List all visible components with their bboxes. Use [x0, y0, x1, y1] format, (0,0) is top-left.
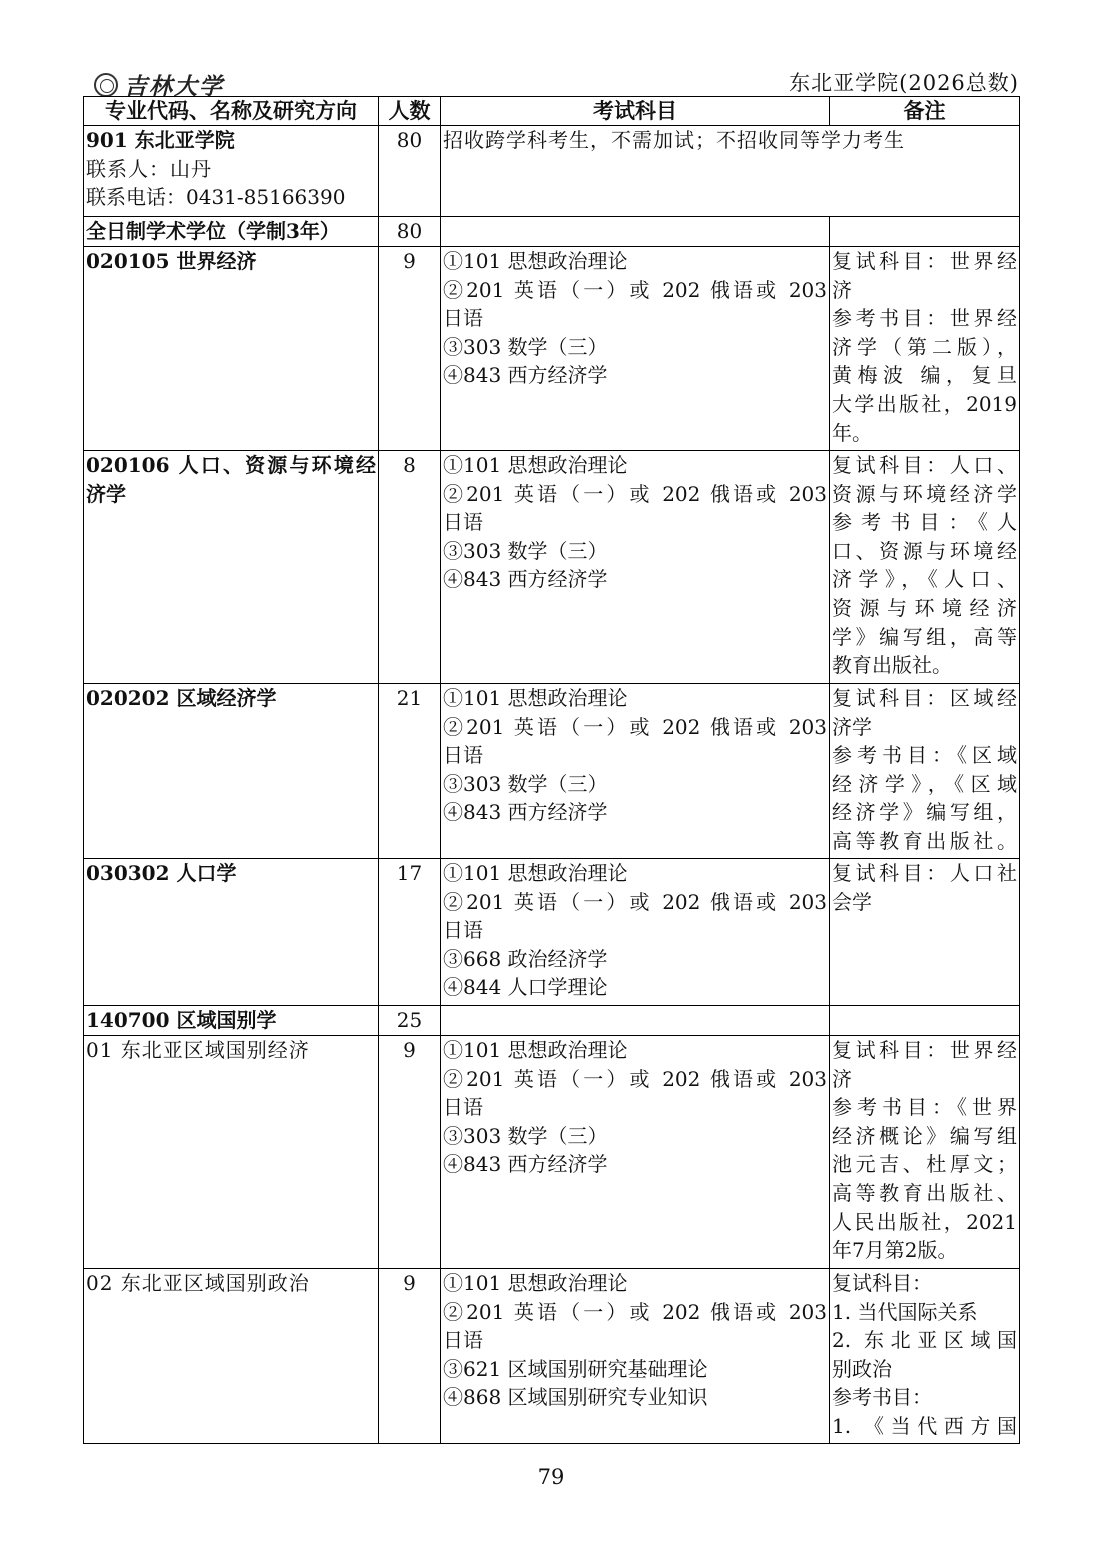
exam-item: ④844 人口学理论 — [443, 975, 608, 1000]
college-name: 901 东北亚学院 — [86, 128, 235, 152]
direction-count: 9 — [379, 1036, 441, 1269]
note-line: 年7月第2版。 — [832, 1238, 958, 1263]
exam-item: 日语 — [443, 1095, 483, 1120]
header-count: 人数 — [379, 97, 441, 126]
major-count: 17 — [379, 859, 441, 1006]
note-line: 参考书目：《人 — [832, 510, 1017, 535]
exam-item: ③303 数学（三） — [443, 1123, 608, 1148]
major-name: 020105 世界经济 — [86, 249, 257, 273]
direction-count: 9 — [379, 1269, 441, 1444]
major-count: 8 — [379, 451, 441, 684]
major-cell — [84, 684, 379, 859]
note-line: 高等教育出版社、 — [832, 1180, 1017, 1205]
exam-item: 日语 — [443, 918, 483, 943]
note-line: 复试科目：区域经 — [832, 686, 1017, 710]
header-major: 专业代码、名称及研究方向 — [84, 97, 379, 126]
discipline-count: 25 — [379, 1006, 441, 1036]
exam-item: ③303 数学（三） — [443, 538, 608, 563]
college-phone: 联系电话：0431-85166390 — [86, 185, 346, 210]
exam-item: ③668 政治经济学 — [443, 946, 608, 971]
note-line: 济 — [832, 1066, 852, 1091]
major-name: 030302 人口学 — [86, 861, 237, 885]
exam-item: ④843 西方经济学 — [443, 800, 608, 825]
exam-cell — [441, 684, 830, 859]
direction-cell — [84, 1269, 379, 1444]
exam-item: ④843 西方经济学 — [443, 567, 608, 592]
exam-cell — [441, 1036, 830, 1269]
note-line: 口、资源与环境经 — [832, 538, 1017, 563]
note-line: 参考书目：《世界 — [832, 1095, 1017, 1120]
exam-item: 日语 — [443, 510, 483, 535]
exam-item: ②201 英语（一）或 202 俄语或 203 — [443, 1299, 827, 1324]
note-line: 黄梅波 编，复旦 — [832, 363, 1017, 388]
exam-item: 日语 — [443, 1328, 483, 1353]
note-line: 复试科目：世界经 — [832, 1038, 1017, 1062]
empty-cell — [441, 217, 830, 247]
exam-item: ②201 英语（一）或 202 俄语或 203 — [443, 481, 827, 506]
note-line: 学》编写组，高等 — [832, 624, 1017, 649]
exam-item: ①101 思想政治理论 — [443, 686, 628, 710]
table-row — [84, 859, 1020, 1006]
exam-item: ①101 思想政治理论 — [443, 861, 628, 885]
college-row — [84, 126, 1020, 217]
exam-item: ③621 区域国别研究基础理论 — [443, 1356, 708, 1381]
note-line: 资源与环境经济 — [832, 595, 1017, 620]
direction-cell — [84, 1036, 379, 1269]
header-title: 东北亚学院(2026总数) — [789, 71, 1019, 95]
exam-item: ①101 思想政治理论 — [443, 1271, 628, 1295]
discipline-row — [84, 1006, 1020, 1036]
note-line: 教育出版社。 — [832, 653, 952, 678]
exam-item: ③303 数学（三） — [443, 334, 608, 359]
major-cell — [84, 859, 379, 1006]
exam-cell — [441, 247, 830, 451]
major-name: 020106 人口、资源与环境经 — [86, 453, 376, 477]
exam-item: 日语 — [443, 743, 483, 768]
exam-item: ④843 西方经济学 — [443, 363, 608, 388]
note-line: 资源与环境经济学 — [832, 481, 1017, 506]
note-line: 年。 — [832, 420, 872, 445]
header-note: 备注 — [830, 97, 1020, 126]
college-cell — [84, 126, 379, 217]
college-note: 招收跨学科考生，不需加试；不招收同等学力考生 — [441, 126, 1020, 217]
major-count: 9 — [379, 247, 441, 451]
direction-name: 01 东北亚区域国别经济 — [86, 1038, 310, 1062]
exam-item: ②201 英语（一）或 202 俄语或 203 — [443, 1066, 827, 1091]
major-name: 济学 — [86, 481, 126, 506]
note-line: 经济学》编写组， — [832, 800, 1017, 825]
exam-item: ①101 思想政治理论 — [443, 249, 628, 273]
note-line: 2. 东北亚区域国 — [832, 1328, 1017, 1353]
exam-cell — [441, 859, 830, 1006]
note-line: 池元吉、杜厚文； — [832, 1152, 1017, 1177]
exam-cell — [441, 451, 830, 684]
exam-cell — [441, 1269, 830, 1444]
note-cell — [830, 1036, 1020, 1269]
note-line: 高等教育出版社。 — [832, 828, 1017, 853]
exam-item: ①101 思想政治理论 — [443, 1038, 628, 1062]
logo-text: 吉林大学 — [124, 73, 224, 100]
major-cell — [84, 247, 379, 451]
note-cell — [830, 684, 1020, 859]
note-line: 济 — [832, 277, 852, 302]
empty-cell — [441, 1006, 830, 1036]
exam-item: ②201 英语（一）或 202 俄语或 203 — [443, 889, 827, 914]
direction-name: 02 东北亚区域国别政治 — [86, 1271, 310, 1295]
note-line: 人民出版社，2021 — [832, 1209, 1017, 1234]
exam-item: ④843 西方经济学 — [443, 1152, 608, 1177]
note-cell — [830, 1269, 1020, 1444]
note-line: 复试科目：人口、 — [832, 453, 1017, 477]
note-cell — [830, 859, 1020, 1006]
note-line: 济学》，《人口、 — [832, 567, 1017, 592]
exam-item: ①101 思想政治理论 — [443, 453, 628, 477]
empty-cell — [830, 1006, 1020, 1036]
note-line: 参考书目：世界经 — [832, 306, 1017, 331]
note-line: 别政治 — [832, 1356, 892, 1381]
college-contact: 联系人：山丹 — [86, 156, 212, 181]
page-number: 79 — [537, 1465, 565, 1489]
note-line: 复试科目：人口社 — [832, 861, 1017, 885]
major-cell — [84, 451, 379, 684]
note-line: 复试科目：世界经 — [832, 249, 1017, 273]
exam-item: 日语 — [443, 306, 483, 331]
note-line: 参考书目：《区域 — [832, 743, 1017, 768]
major-count: 21 — [379, 684, 441, 859]
table-row — [84, 684, 1020, 859]
major-name: 020202 区域经济学 — [86, 686, 277, 710]
note-line: 会学 — [832, 889, 872, 914]
note-line: 参考书目： — [832, 1385, 932, 1410]
note-line: 复试科目： — [832, 1271, 932, 1295]
note-line: 济学 — [832, 714, 872, 739]
exam-item: ④868 区域国别研究专业知识 — [443, 1385, 708, 1410]
exam-item: ③303 数学（三） — [443, 771, 608, 796]
note-line: 1. 当代国际关系 — [832, 1299, 978, 1324]
degree-type-count: 80 — [379, 217, 441, 247]
note-cell — [830, 247, 1020, 451]
note-line: 经济学》，《区域 — [832, 771, 1017, 796]
note-line: 1. 《当代西方国 — [832, 1413, 1017, 1438]
table-row — [84, 1036, 1020, 1269]
table-row — [84, 1269, 1020, 1444]
discipline-name: 140700 区域国别学 — [84, 1006, 379, 1036]
table-row — [84, 247, 1020, 451]
college-count: 80 — [379, 126, 441, 217]
exam-item: ②201 英语（一）或 202 俄语或 203 — [443, 277, 827, 302]
degree-type-name: 全日制学术学位（学制3年） — [84, 217, 379, 247]
table-header-row — [84, 97, 1020, 126]
page-header — [84, 66, 1019, 100]
header-exam: 考试科目 — [441, 97, 830, 126]
exam-item: ②201 英语（一）或 202 俄语或 203 — [443, 714, 827, 739]
admissions-table — [83, 96, 1020, 1444]
note-line: 经济概论》编写组 — [832, 1123, 1017, 1148]
note-line: 大学出版社，2019 — [832, 391, 1017, 416]
note-cell — [830, 451, 1020, 684]
empty-cell — [830, 217, 1020, 247]
table-row — [84, 451, 1020, 684]
university-seal-icon — [94, 73, 118, 97]
note-line: 济学（第二版）， — [832, 334, 1017, 359]
degree-type-row — [84, 217, 1020, 247]
